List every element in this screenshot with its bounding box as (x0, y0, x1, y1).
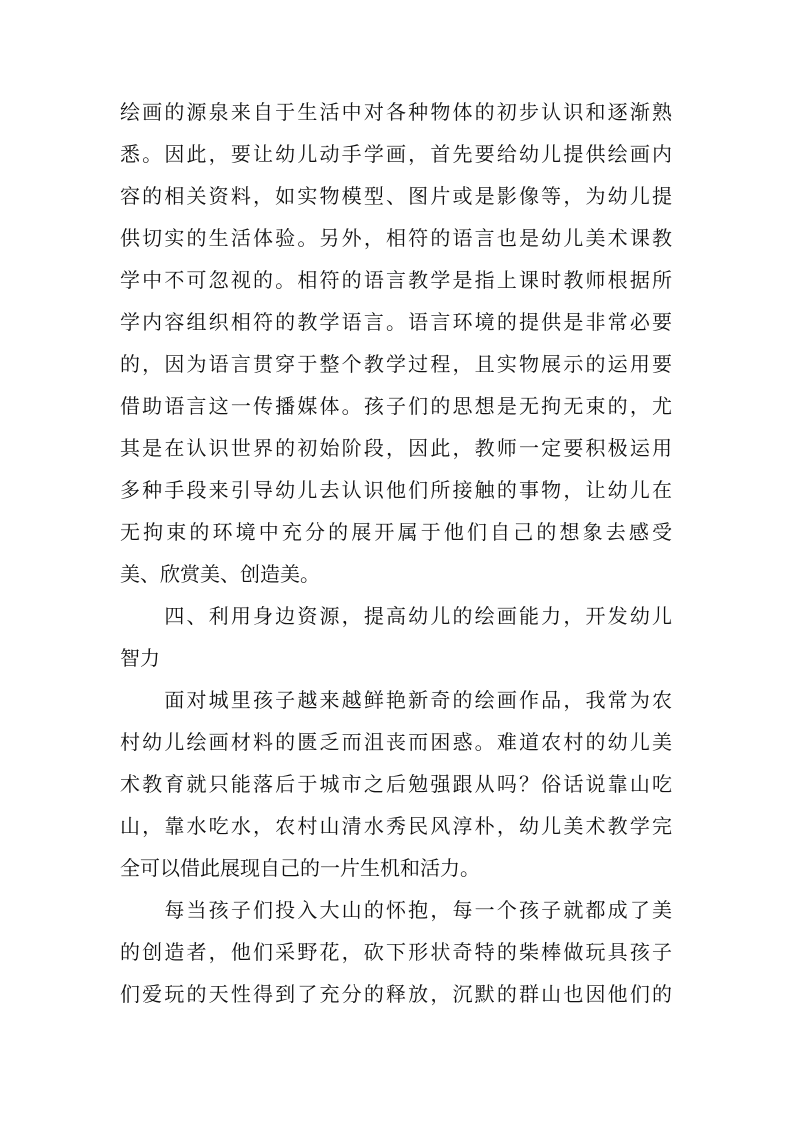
section-heading-line: 智力 (120, 646, 160, 670)
text-line: 的，因为语言贯穿于整个教学过程，且实物展示的运用要 (120, 352, 672, 376)
text-line: 供切实的生活体验。另外，相符的语言也是幼儿美术课教 (120, 226, 672, 250)
text-line: 山，靠水吃水，农村山清水秀民风淳朴，幼儿美术教学完 (120, 814, 672, 838)
body-text (120, 91, 672, 1015)
text-line: 容的相关资料，如实物模型、图片或是影像等，为幼儿提 (120, 184, 672, 208)
text-line: 术教育就只能落后于城市之后勉强跟从吗？俗话说靠山吃 (120, 772, 672, 796)
section-heading-line: 四、利用身边资源，提高幼儿的绘画能力，开发幼儿 (120, 604, 672, 628)
text-line: 悉。因此，要让幼儿动手学画，首先要给幼儿提供绘画内 (120, 142, 672, 166)
text-line: 无拘束的环境中充分的展开属于他们自己的想象去感受 (120, 520, 672, 544)
text-line: 绘画的源泉来自于生活中对各种物体的初步认识和逐渐熟 (120, 100, 672, 124)
text-line: 面对城里孩子越来越鲜艳新奇的绘画作品，我常为农 (120, 688, 672, 712)
text-line: 美、欣赏美、创造美。 (120, 562, 320, 586)
text-line: 村幼儿绘画材料的匮乏而沮丧而困惑。难道农村的幼儿美 (120, 730, 672, 754)
text-line: 多种手段来引导幼儿去认识他们所接触的事物，让幼儿在 (120, 478, 672, 502)
text-line: 借助语言这一传播媒体。孩子们的思想是无拘无束的，尤 (120, 394, 672, 418)
text-line: 其是在认识世界的初始阶段，因此，教师一定要积极运用 (120, 436, 672, 460)
text-line: 学中不可忽视的。相符的语言教学是指上课时教师根据所 (120, 268, 672, 292)
text-line: 每当孩子们投入大山的怀抱，每一个孩子就都成了美 (120, 898, 672, 922)
text-line: 学内容组织相符的教学语言。语言环境的提供是非常必要 (120, 310, 672, 334)
text-line: 的创造者，他们采野花，砍下形状奇特的柴棒做玩具孩子 (120, 940, 672, 964)
text-line: 们爱玩的天性得到了充分的释放，沉默的群山也因他们的 (120, 982, 672, 1006)
text-line: 全可以借此展现自己的一片生机和活力。 (120, 856, 480, 880)
